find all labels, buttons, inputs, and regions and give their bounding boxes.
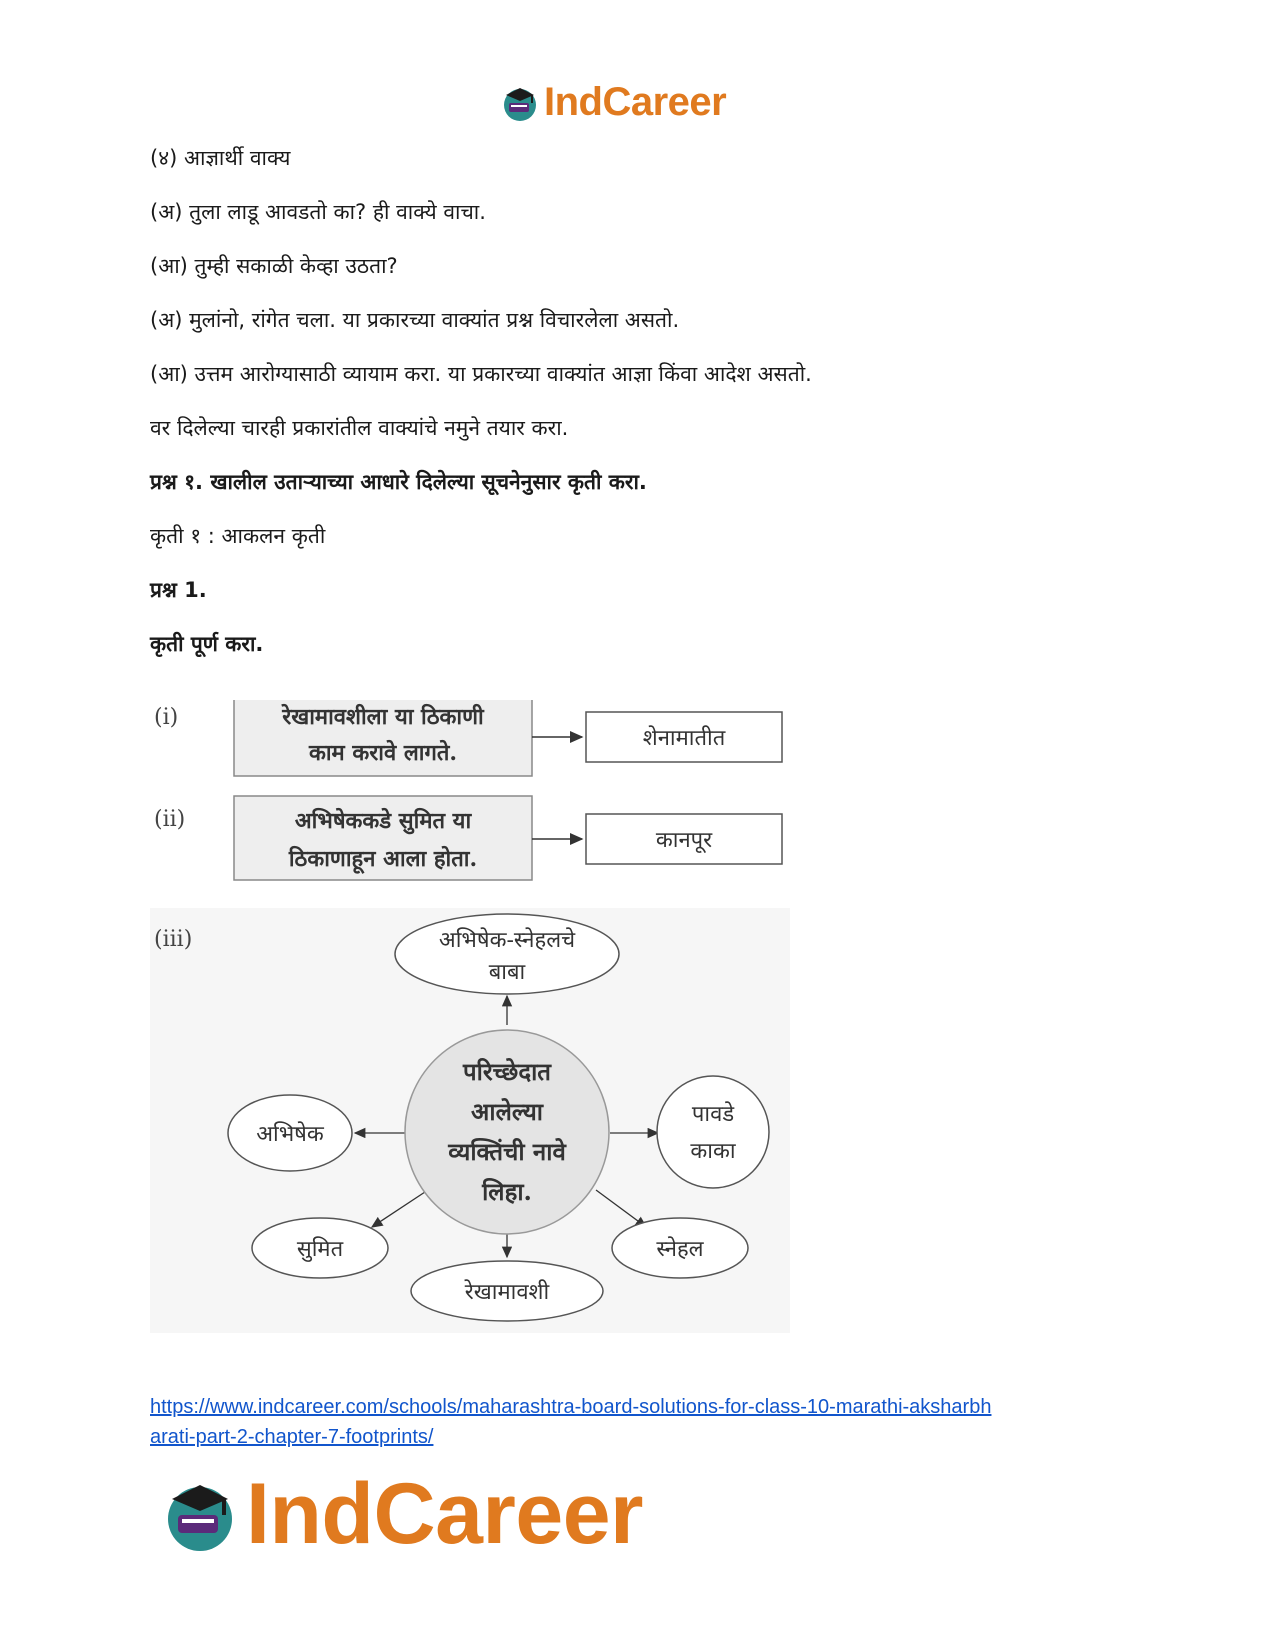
indcareer-logo-top xyxy=(500,80,726,125)
top-node-line-2: बाबा xyxy=(488,960,526,985)
item-2-question-line-1: अभिषेककडे सुमित या xyxy=(294,808,472,834)
indcareer-logo-bottom xyxy=(160,1465,643,1564)
paragraph-4: (अ) मुलांनो, रांगेत चला. या प्रकारच्या वाक्यांत प्रश्न विचारलेला असतो. xyxy=(150,308,680,332)
graduation-cap-globe-icon xyxy=(160,1475,240,1555)
right-node xyxy=(657,1076,769,1188)
right-node-line-2: काका xyxy=(690,1139,736,1164)
paragraph-6: वर दिलेल्या चारही प्रकारांतील वाक्यांचे नमुने तयार करा. xyxy=(150,416,569,440)
activity-diagram xyxy=(150,700,800,1350)
left-node-text: अभिषेक xyxy=(256,1122,324,1147)
source-link[interactable] xyxy=(150,1392,991,1452)
bottom-right-node-text: स्नेहल xyxy=(656,1237,704,1262)
bottom-node-text: रेखामावशी xyxy=(464,1280,550,1305)
item-3-label: (iii) xyxy=(154,927,193,952)
top-node-line-1: अभिषेक-स्नेहलचे xyxy=(438,928,576,953)
center-line-4: लिहा. xyxy=(482,1177,532,1206)
paragraph-2: (अ) तुला लाडू आवडतो का? ही वाक्ये वाचा. xyxy=(150,200,486,224)
center-line-2: आलेल्या xyxy=(471,1097,543,1126)
question-number: प्रश्न 1. xyxy=(150,578,207,602)
item-1-question-line-1: रेखामावशीला या ठिकाणी xyxy=(282,704,484,730)
item-2-label: (ii) xyxy=(154,807,186,832)
activity-heading: कृती १ : आकलन कृती xyxy=(150,524,326,548)
center-line-1: परिच्छेदात xyxy=(463,1057,551,1086)
item-1-label: (i) xyxy=(154,705,179,730)
paragraph-1: (४) आज्ञार्थी वाक्य xyxy=(150,146,291,170)
item-1-question-line-2: काम करावे लागते. xyxy=(308,740,458,766)
paragraph-3: (आ) तुम्ही सकाळी केव्हा उठता? xyxy=(150,254,398,278)
logo-text: IndCareer xyxy=(246,1466,643,1562)
source-link-line-1: https://www.indcareer.com/schools/maharashtra-board-solutions-for-class-10-marathi-aksharbh xyxy=(150,1396,992,1418)
instruction: कृती पूर्ण करा. xyxy=(150,632,264,656)
center-line-3: व्यक्तिंची नावे xyxy=(448,1137,566,1166)
item-2-answer: कानपूर xyxy=(655,828,713,853)
paragraph-5: (आ) उत्तम आरोग्यासाठी व्यायाम करा. या प्रकारच्या वाक्यांत आज्ञा किंवा आदेश असतो. xyxy=(150,362,812,386)
graduation-cap-globe-icon xyxy=(500,83,540,123)
source-link-line-2: arati-part-2-chapter-7-footprints/ xyxy=(150,1426,434,1448)
right-node-line-1: पावडे xyxy=(691,1102,735,1127)
question-heading: प्रश्न १. खालील उताऱ्याच्या आधारे दिलेल्या सूचनेनुसार कृती करा. xyxy=(150,470,647,494)
item-2-question-line-2: ठिकाणाहून आला होता. xyxy=(288,846,478,872)
bottom-left-node-text: सुमित xyxy=(296,1237,344,1262)
item-1-answer: शेनामातीत xyxy=(642,726,726,751)
activity-figure xyxy=(150,700,800,1354)
logo-text: IndCareer xyxy=(544,80,727,124)
